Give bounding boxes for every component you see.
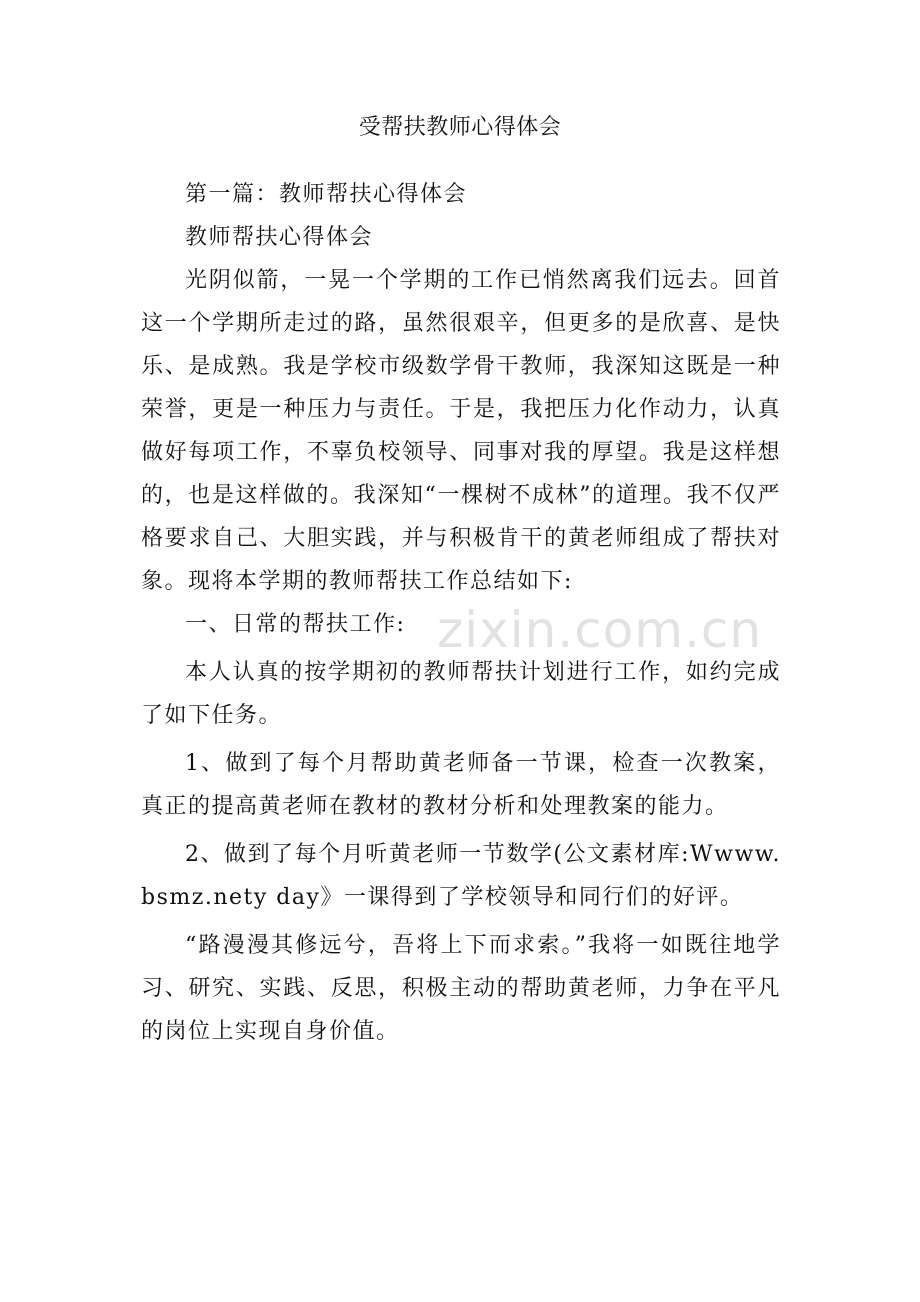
section-heading: 第一篇：教师帮扶心得体会 xyxy=(185,182,468,207)
sub-heading: 教师帮扶心得体会 xyxy=(185,225,374,250)
body-paragraph-intro: 光阴似箭，一晃一个学期的工作已悄然离我们远去。回首这一个学期所走过的路，虽然很艰辛，但更多的是欣喜、是快乐、是成熟。我是学校市级数学骨干教师，我深知这既是一种荣誉，更是一种压力与责任。于是，我把压力化作动力，认真做好每项工作，不辜负校领导、同事对我的厚望。我是这样想的，也是这样做的。我深知“一棵树不成林”的道理。我不仅严格要求自己、大胆实践，并与积极肯干的黄老师组成了帮扶对象。现将本学期的教师帮扶工作总结如下: xyxy=(141,268,781,594)
body-paragraph-item-2: 2、做到了每个月听黄老师一节数学(公文素材库:Wwww.bsmz.nety day》一课得到了学校领导和同行们的好评。 xyxy=(141,842,781,910)
watermark: zixin.com.cn xyxy=(437,601,763,659)
document-title: 受帮扶教师心得体会 xyxy=(358,115,562,140)
body-paragraph-closing: “路漫漫其修远兮，吾将上下而求索。”我将一如既往地学习、研究、实践、反思，积极主动的帮助黄老师，力争在平凡的岗位上实现自身价值。 xyxy=(141,933,781,1044)
body-paragraph-plan: 本人认真的按学期初的教师帮扶计划进行工作，如约完成了如下任务。 xyxy=(141,660,781,728)
document-body xyxy=(141,173,781,1053)
body-paragraph-item-1: 1、做到了每个月帮助黄老师备一节课，检查一次教案，真正的提高黄老师在教材的教材分析和处理教案的能力。 xyxy=(141,751,781,819)
body-heading-daily-work: 一、日常的帮扶工作: xyxy=(185,612,406,637)
